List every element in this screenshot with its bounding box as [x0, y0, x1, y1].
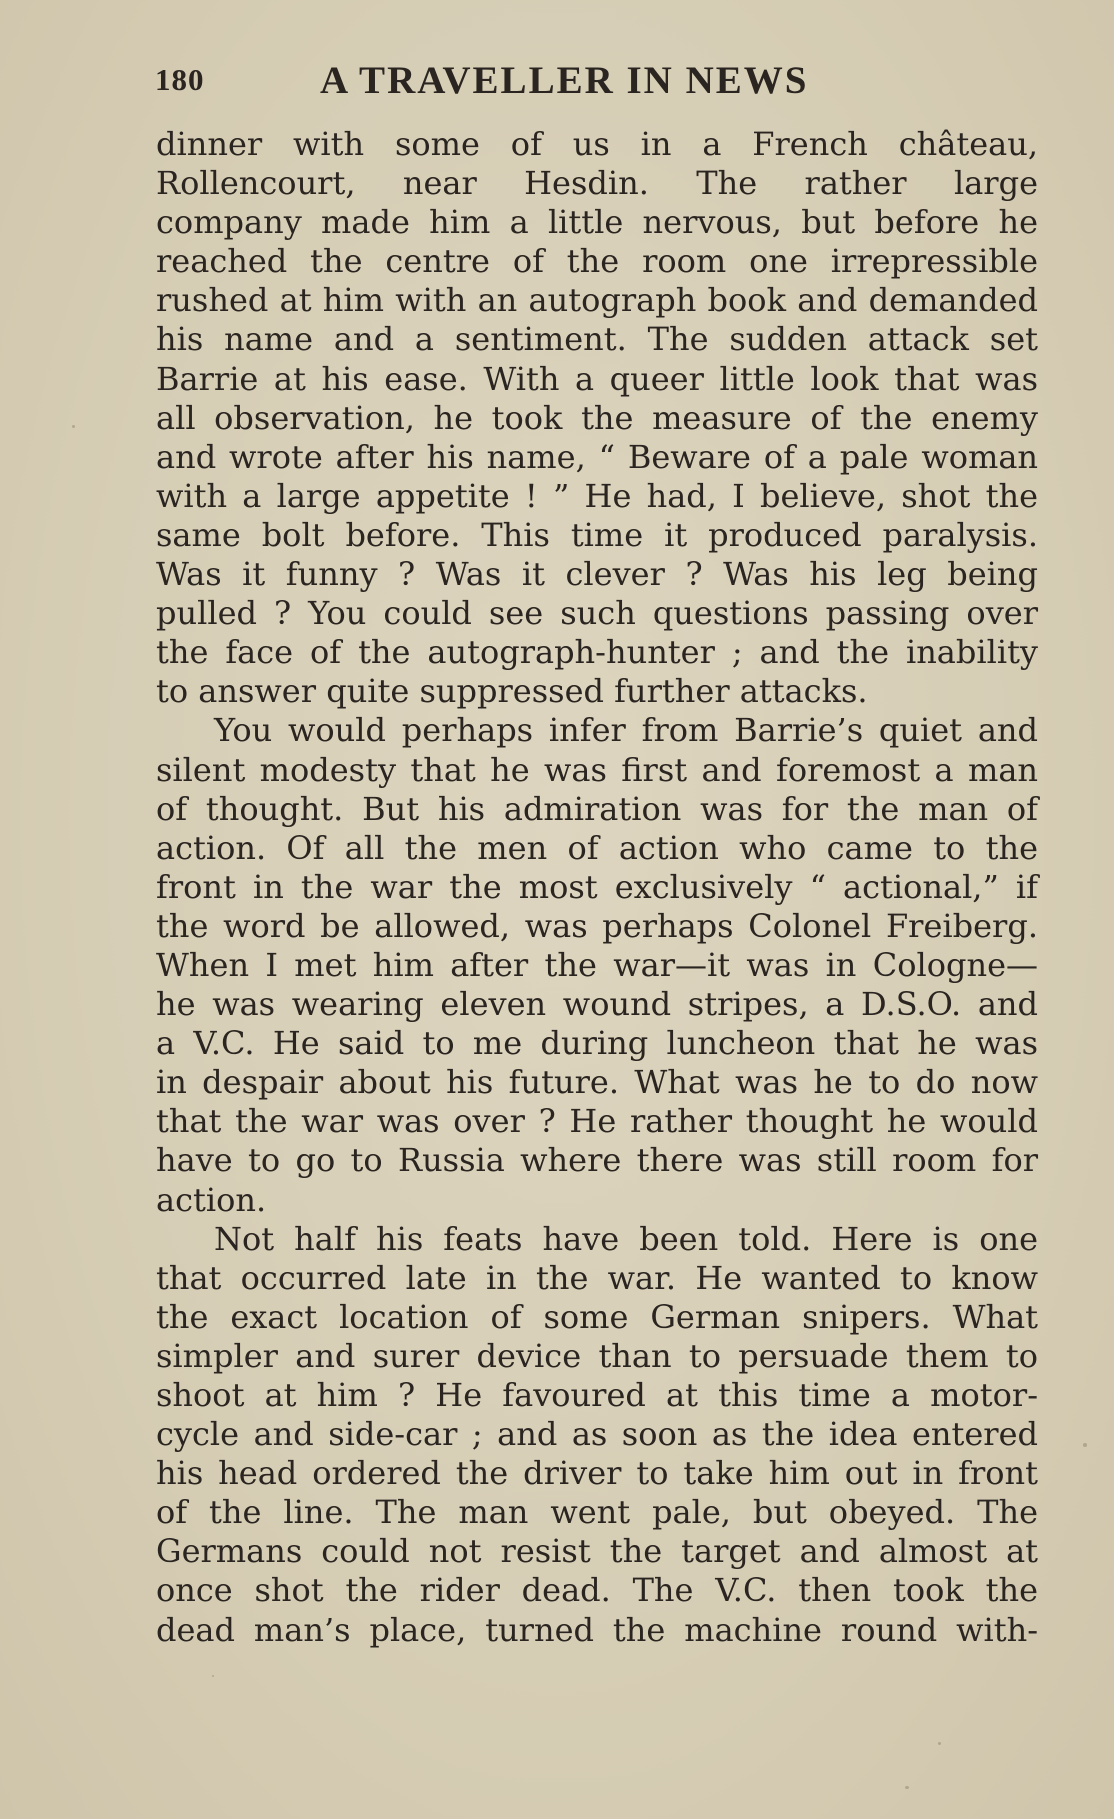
text-line: to answer quite suppressed further attacks. — [156, 672, 868, 711]
paper-speck — [938, 1742, 941, 1745]
text-line: the word be allowed, was perhaps Colonel Freiberg. — [156, 906, 1038, 945]
text-line: action. — [156, 1180, 267, 1219]
text-line: You would perhaps infer from Barrie’s quiet and — [214, 711, 1038, 750]
text-line: Not half his feats have been told. Here is one — [214, 1219, 1038, 1258]
paper-speck — [72, 425, 75, 428]
paper-speck — [905, 1786, 909, 1789]
text-line: Germans could not resist the target and almost at — [156, 1532, 1038, 1571]
text-line: he was wearing eleven wound stripes, a D.S.O. and — [156, 985, 1038, 1024]
text-line: simpler and surer device than to persuade them to — [156, 1336, 1038, 1375]
body-text — [156, 125, 1038, 1650]
text-line: Rollencourt, near Hesdin. The rather large — [156, 164, 1038, 203]
text-line: have to go to Russia where there was still room for — [156, 1141, 1038, 1180]
text-line: the exact location of some German snipers. What — [156, 1297, 1038, 1336]
text-line: with a large appetite ! ” He had, I believe, shot the — [156, 476, 1038, 515]
text-line: front in the war the most exclusively “ actional,” if — [156, 867, 1038, 906]
text-line: that occurred late in the war. He wanted to know — [156, 1258, 1038, 1297]
text-line: Barrie at his ease. With a queer little look that was — [156, 359, 1038, 398]
text-line: a V.C. He said to me during luncheon that he was — [156, 1024, 1038, 1063]
page-number: 180 — [155, 62, 205, 97]
text-line: Was it funny ? Was it clever ? Was his leg being — [156, 555, 1038, 594]
text-line: shoot at him ? He favoured at this time a motor- — [156, 1376, 1038, 1414]
text-line: once shot the rider dead. The V.C. then took the — [156, 1571, 1038, 1610]
text-line: pulled ? You could see such questions passing over — [156, 594, 1038, 633]
text-line: dead man’s place, turned the machine round with- — [156, 1610, 1038, 1649]
text-line: of thought. But his admiration was for the man of — [156, 789, 1038, 828]
text-line: same bolt before. This time it produced paralysis. — [156, 515, 1038, 554]
text-line: When I met him after the war—it was in Cologne— — [156, 945, 1038, 984]
running-head: A TRAVELLER IN NEWS — [320, 59, 809, 102]
paper-speck — [1083, 1443, 1087, 1447]
paper-speck — [212, 1675, 214, 1677]
text-line: silent modesty that he was first and foremost a man — [156, 750, 1038, 789]
text-line: rushed at him with an autograph book and demanded — [156, 281, 1038, 320]
text-line: company made him a little nervous, but before he — [156, 203, 1038, 242]
text-line: cycle and side-car ; and as soon as the idea entered — [156, 1415, 1038, 1454]
text-line: the face of the autograph-hunter ; and the inability — [156, 633, 1038, 672]
text-line: in despair about his future. What was he to do now — [156, 1063, 1038, 1102]
text-line: that the war was over ? He rather thought he would — [156, 1102, 1038, 1141]
text-line: dinner with some of us in a French château, — [156, 125, 1038, 163]
text-line: of the line. The man went pale, but obeyed. The — [156, 1493, 1038, 1532]
page-header — [155, 58, 875, 108]
text-line: action. Of all the men of action who came to the — [156, 828, 1038, 867]
text-line: his name and a sentiment. The sudden attack set — [156, 320, 1038, 359]
text-line: his head ordered the driver to take him out in front — [156, 1454, 1038, 1493]
text-line: and wrote after his name, “ Beware of a pale woman — [156, 437, 1038, 476]
text-line: all observation, he took the measure of the enemy — [156, 398, 1038, 437]
text-line: reached the centre of the room one irrepressible — [156, 242, 1038, 281]
